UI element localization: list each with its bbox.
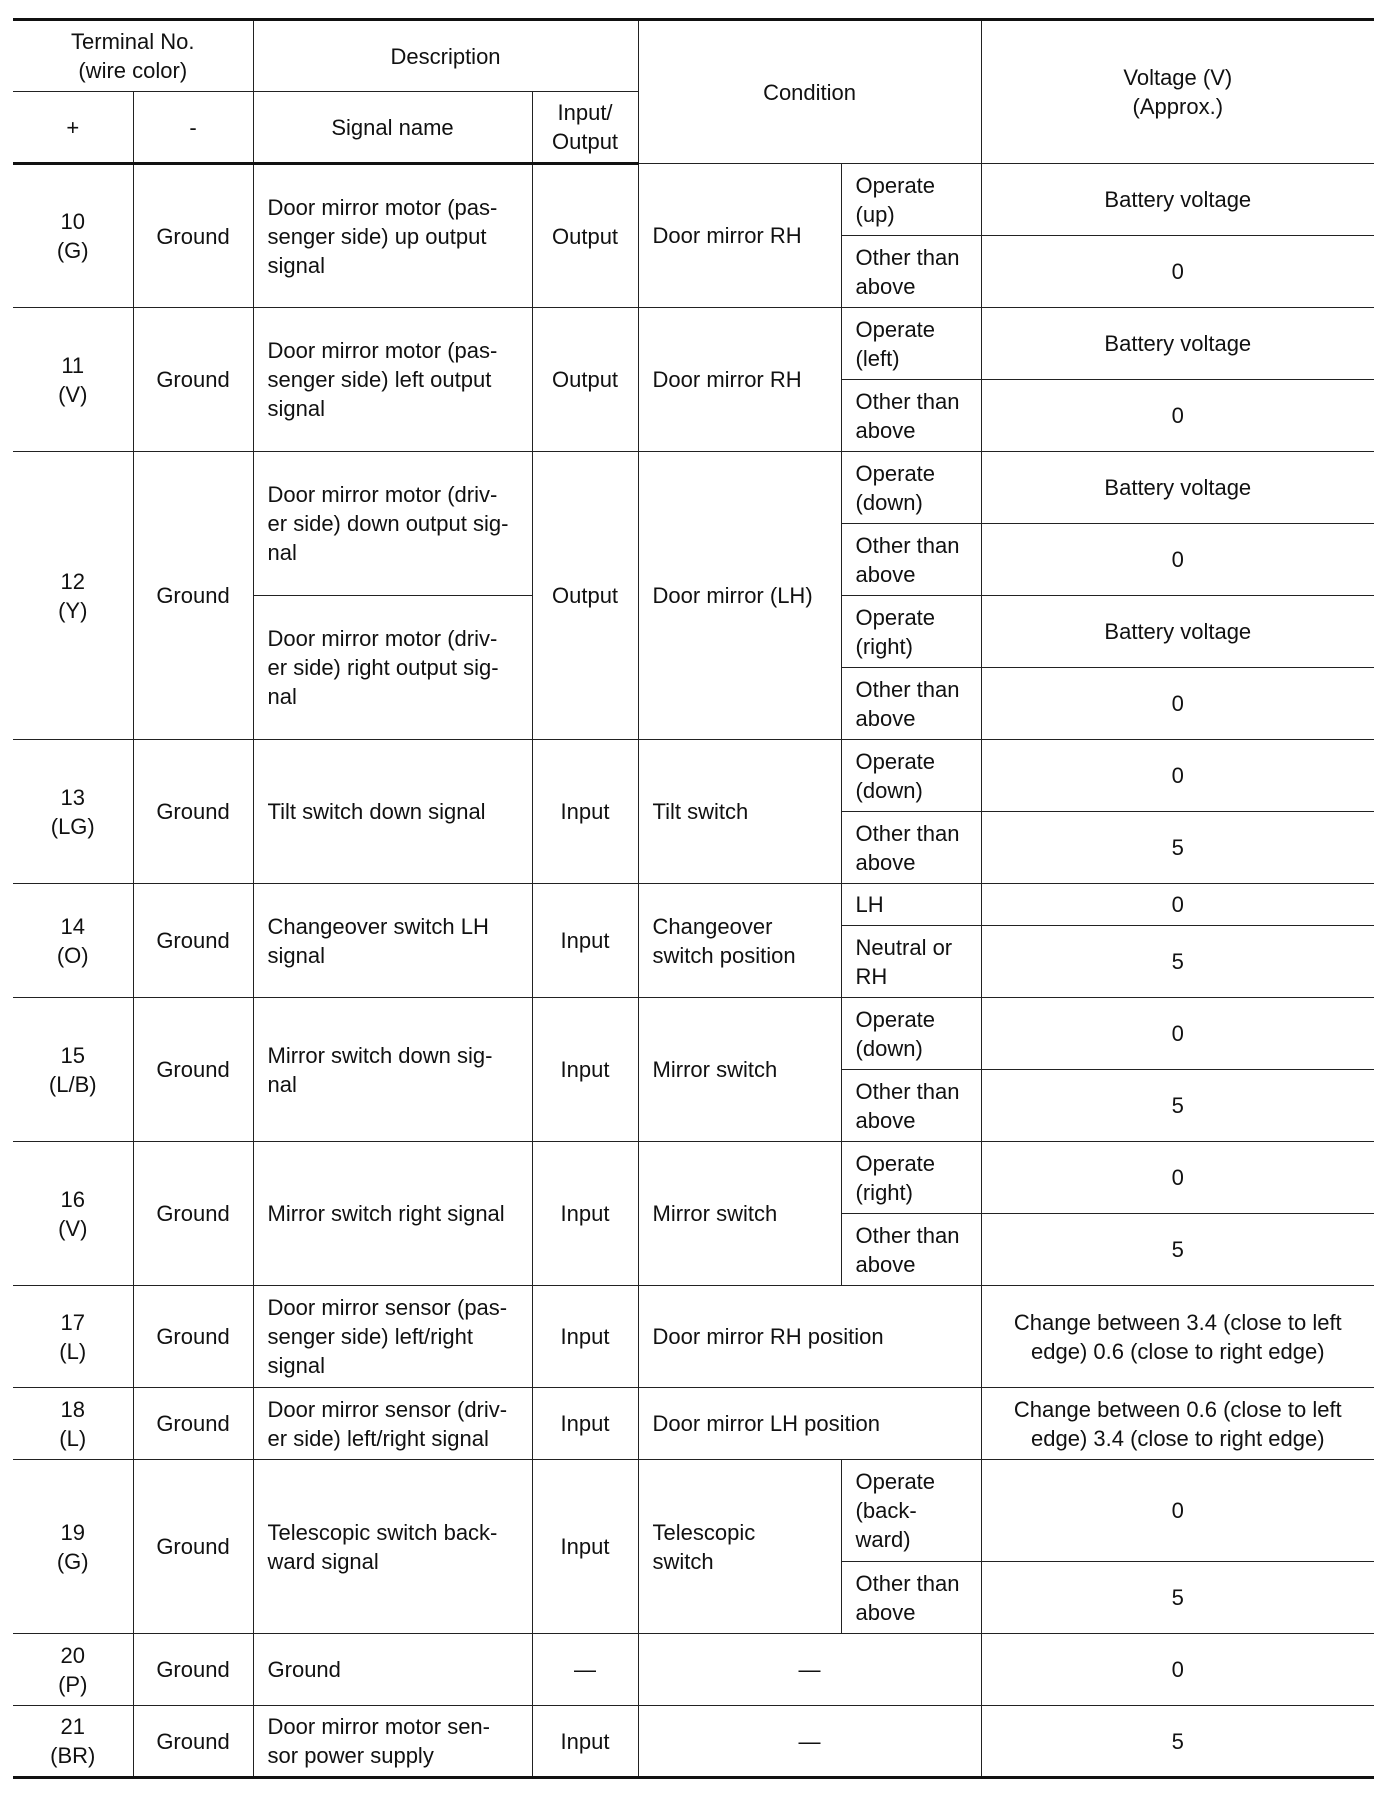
signal-cell: Telescopic switch back- ward signal	[253, 1460, 532, 1634]
voltage-cell: 0	[981, 380, 1374, 452]
signal-cell: Door mirror motor (driv- er side) down output sig- nal	[253, 452, 532, 596]
subcondition-cell: Neutral or RH	[841, 926, 981, 998]
terminal-cell: 13 (LG)	[13, 740, 133, 884]
table-row	[13, 884, 1374, 926]
subcondition-cell: Other than above	[841, 1070, 981, 1142]
subcondition-cell: Operate (right)	[841, 596, 981, 668]
table-row	[13, 1634, 1374, 1706]
io-cell: Input	[532, 1286, 638, 1388]
io-cell: —	[532, 1634, 638, 1706]
voltage-cell: Battery voltage	[981, 596, 1374, 668]
subcondition-cell: Operate (down)	[841, 452, 981, 524]
signal-cell: Door mirror motor (pas- senger side) up output signal	[253, 164, 532, 308]
ground-cell: Ground	[133, 884, 253, 998]
terminal-cell: 15 (L/B)	[13, 998, 133, 1142]
voltage-cell: 5	[981, 1070, 1374, 1142]
io-cell: Input	[532, 1142, 638, 1286]
voltage-cell: Battery voltage	[981, 164, 1374, 236]
ground-cell: Ground	[133, 998, 253, 1142]
io-cell: Input	[532, 740, 638, 884]
io-cell: Input	[532, 1388, 638, 1460]
header-voltage: Voltage (V) (Approx.)	[981, 20, 1374, 164]
signal-cell: Door mirror motor sen- sor power supply	[253, 1706, 532, 1778]
io-cell: Output	[532, 452, 638, 740]
voltage-cell: 0	[981, 1460, 1374, 1562]
signal-cell: Mirror switch right signal	[253, 1142, 532, 1286]
terminal-cell: 17 (L)	[13, 1286, 133, 1388]
header-description: Description	[253, 20, 638, 92]
terminal-cell: 18 (L)	[13, 1388, 133, 1460]
signal-cell: Door mirror sensor (driv- er side) left/right signal	[253, 1388, 532, 1460]
voltage-cell: 5	[981, 1706, 1374, 1778]
io-cell: Input	[532, 884, 638, 998]
voltage-cell: 5	[981, 1214, 1374, 1286]
voltage-cell: Battery voltage	[981, 308, 1374, 380]
signal-cell: Door mirror motor (driv- er side) right output sig- nal	[253, 596, 532, 740]
terminal-cell: 20 (P)	[13, 1634, 133, 1706]
subcondition-cell: Operate (left)	[841, 308, 981, 380]
voltage-cell: 5	[981, 812, 1374, 884]
ground-cell: Ground	[133, 1286, 253, 1388]
condition-cell: Door mirror (LH)	[638, 452, 841, 740]
voltage-cell: 0	[981, 236, 1374, 308]
voltage-cell: Change between 3.4 (close to left edge) 0.6 (close to right edge)	[981, 1286, 1374, 1388]
subcondition-cell: Other than above	[841, 1562, 981, 1634]
voltage-cell: 0	[981, 1634, 1374, 1706]
subcondition-cell: Operate (right)	[841, 1142, 981, 1214]
table-row	[13, 740, 1374, 812]
io-cell: Input	[532, 1706, 638, 1778]
header-plus: +	[13, 92, 133, 164]
table-row	[13, 1142, 1374, 1214]
terminal-cell: 10 (G)	[13, 164, 133, 308]
ground-cell: Ground	[133, 1388, 253, 1460]
subcondition-cell: Other than above	[841, 524, 981, 596]
voltage-cell: 0	[981, 740, 1374, 812]
terminal-cell: 14 (O)	[13, 884, 133, 998]
ground-cell: Ground	[133, 1634, 253, 1706]
voltage-cell: 0	[981, 998, 1374, 1070]
ground-cell: Ground	[133, 164, 253, 308]
condition-cell: Door mirror RH	[638, 308, 841, 452]
signal-cell: Door mirror sensor (pas- senger side) left/right signal	[253, 1286, 532, 1388]
subcondition-cell: Other than above	[841, 812, 981, 884]
condition-cell: Mirror switch	[638, 1142, 841, 1286]
subcondition-cell: Other than above	[841, 380, 981, 452]
subcondition-cell: Operate (down)	[841, 998, 981, 1070]
voltage-cell: 0	[981, 1142, 1374, 1214]
voltage-cell: 5	[981, 926, 1374, 998]
table-row	[13, 1706, 1374, 1778]
terminal-cell: 21 (BR)	[13, 1706, 133, 1778]
header-input-output: Input/ Output	[532, 92, 638, 164]
condition-cell: Door mirror LH position	[638, 1388, 981, 1460]
table-row	[13, 308, 1374, 380]
voltage-cell: Change between 0.6 (close to left edge) 3.4 (close to right edge)	[981, 1388, 1374, 1460]
subcondition-cell: Other than above	[841, 236, 981, 308]
ground-cell: Ground	[133, 1460, 253, 1634]
header-terminal: Terminal No. (wire color)	[13, 20, 253, 92]
io-cell: Input	[532, 998, 638, 1142]
condition-cell: Door mirror RH position	[638, 1286, 981, 1388]
condition-cell: —	[638, 1634, 981, 1706]
subcondition-cell: Other than above	[841, 1214, 981, 1286]
ground-cell: Ground	[133, 1706, 253, 1778]
signal-cell: Door mirror motor (pas- senger side) left output signal	[253, 308, 532, 452]
header-minus: -	[133, 92, 253, 164]
voltage-cell: 0	[981, 884, 1374, 926]
condition-cell: Door mirror RH	[638, 164, 841, 308]
voltage-cell: 0	[981, 668, 1374, 740]
io-cell: Output	[532, 308, 638, 452]
voltage-cell: 5	[981, 1562, 1374, 1634]
terminal-cell: 16 (V)	[13, 1142, 133, 1286]
condition-cell: —	[638, 1706, 981, 1778]
table-row	[13, 1286, 1374, 1388]
subcondition-cell: LH	[841, 884, 981, 926]
signal-cell: Changeover switch LH signal	[253, 884, 532, 998]
ground-cell: Ground	[133, 452, 253, 740]
condition-cell: Tilt switch	[638, 740, 841, 884]
table-row	[13, 1460, 1374, 1562]
terminal-cell: 11 (V)	[13, 308, 133, 452]
condition-cell: Changeover switch position	[638, 884, 841, 998]
ground-cell: Ground	[133, 308, 253, 452]
subcondition-cell: Other than above	[841, 668, 981, 740]
condition-cell: Mirror switch	[638, 998, 841, 1142]
table-row	[13, 998, 1374, 1070]
subcondition-cell: Operate (back- ward)	[841, 1460, 981, 1562]
ground-cell: Ground	[133, 1142, 253, 1286]
io-cell: Output	[532, 164, 638, 308]
table-row	[13, 1388, 1374, 1460]
subcondition-cell: Operate (down)	[841, 740, 981, 812]
voltage-cell: Battery voltage	[981, 452, 1374, 524]
ground-cell: Ground	[133, 740, 253, 884]
header-signal-name: Signal name	[253, 92, 532, 164]
terminal-table	[13, 18, 1374, 1779]
table-row	[13, 164, 1374, 236]
signal-cell: Mirror switch down sig- nal	[253, 998, 532, 1142]
signal-cell: Tilt switch down signal	[253, 740, 532, 884]
condition-cell: Telescopic switch	[638, 1460, 841, 1634]
subcondition-cell: Operate (up)	[841, 164, 981, 236]
io-cell: Input	[532, 1460, 638, 1634]
terminal-cell: 19 (G)	[13, 1460, 133, 1634]
voltage-cell: 0	[981, 524, 1374, 596]
header-condition: Condition	[638, 20, 981, 164]
terminal-cell: 12 (Y)	[13, 452, 133, 740]
signal-cell: Ground	[253, 1634, 532, 1706]
table-row	[13, 452, 1374, 524]
